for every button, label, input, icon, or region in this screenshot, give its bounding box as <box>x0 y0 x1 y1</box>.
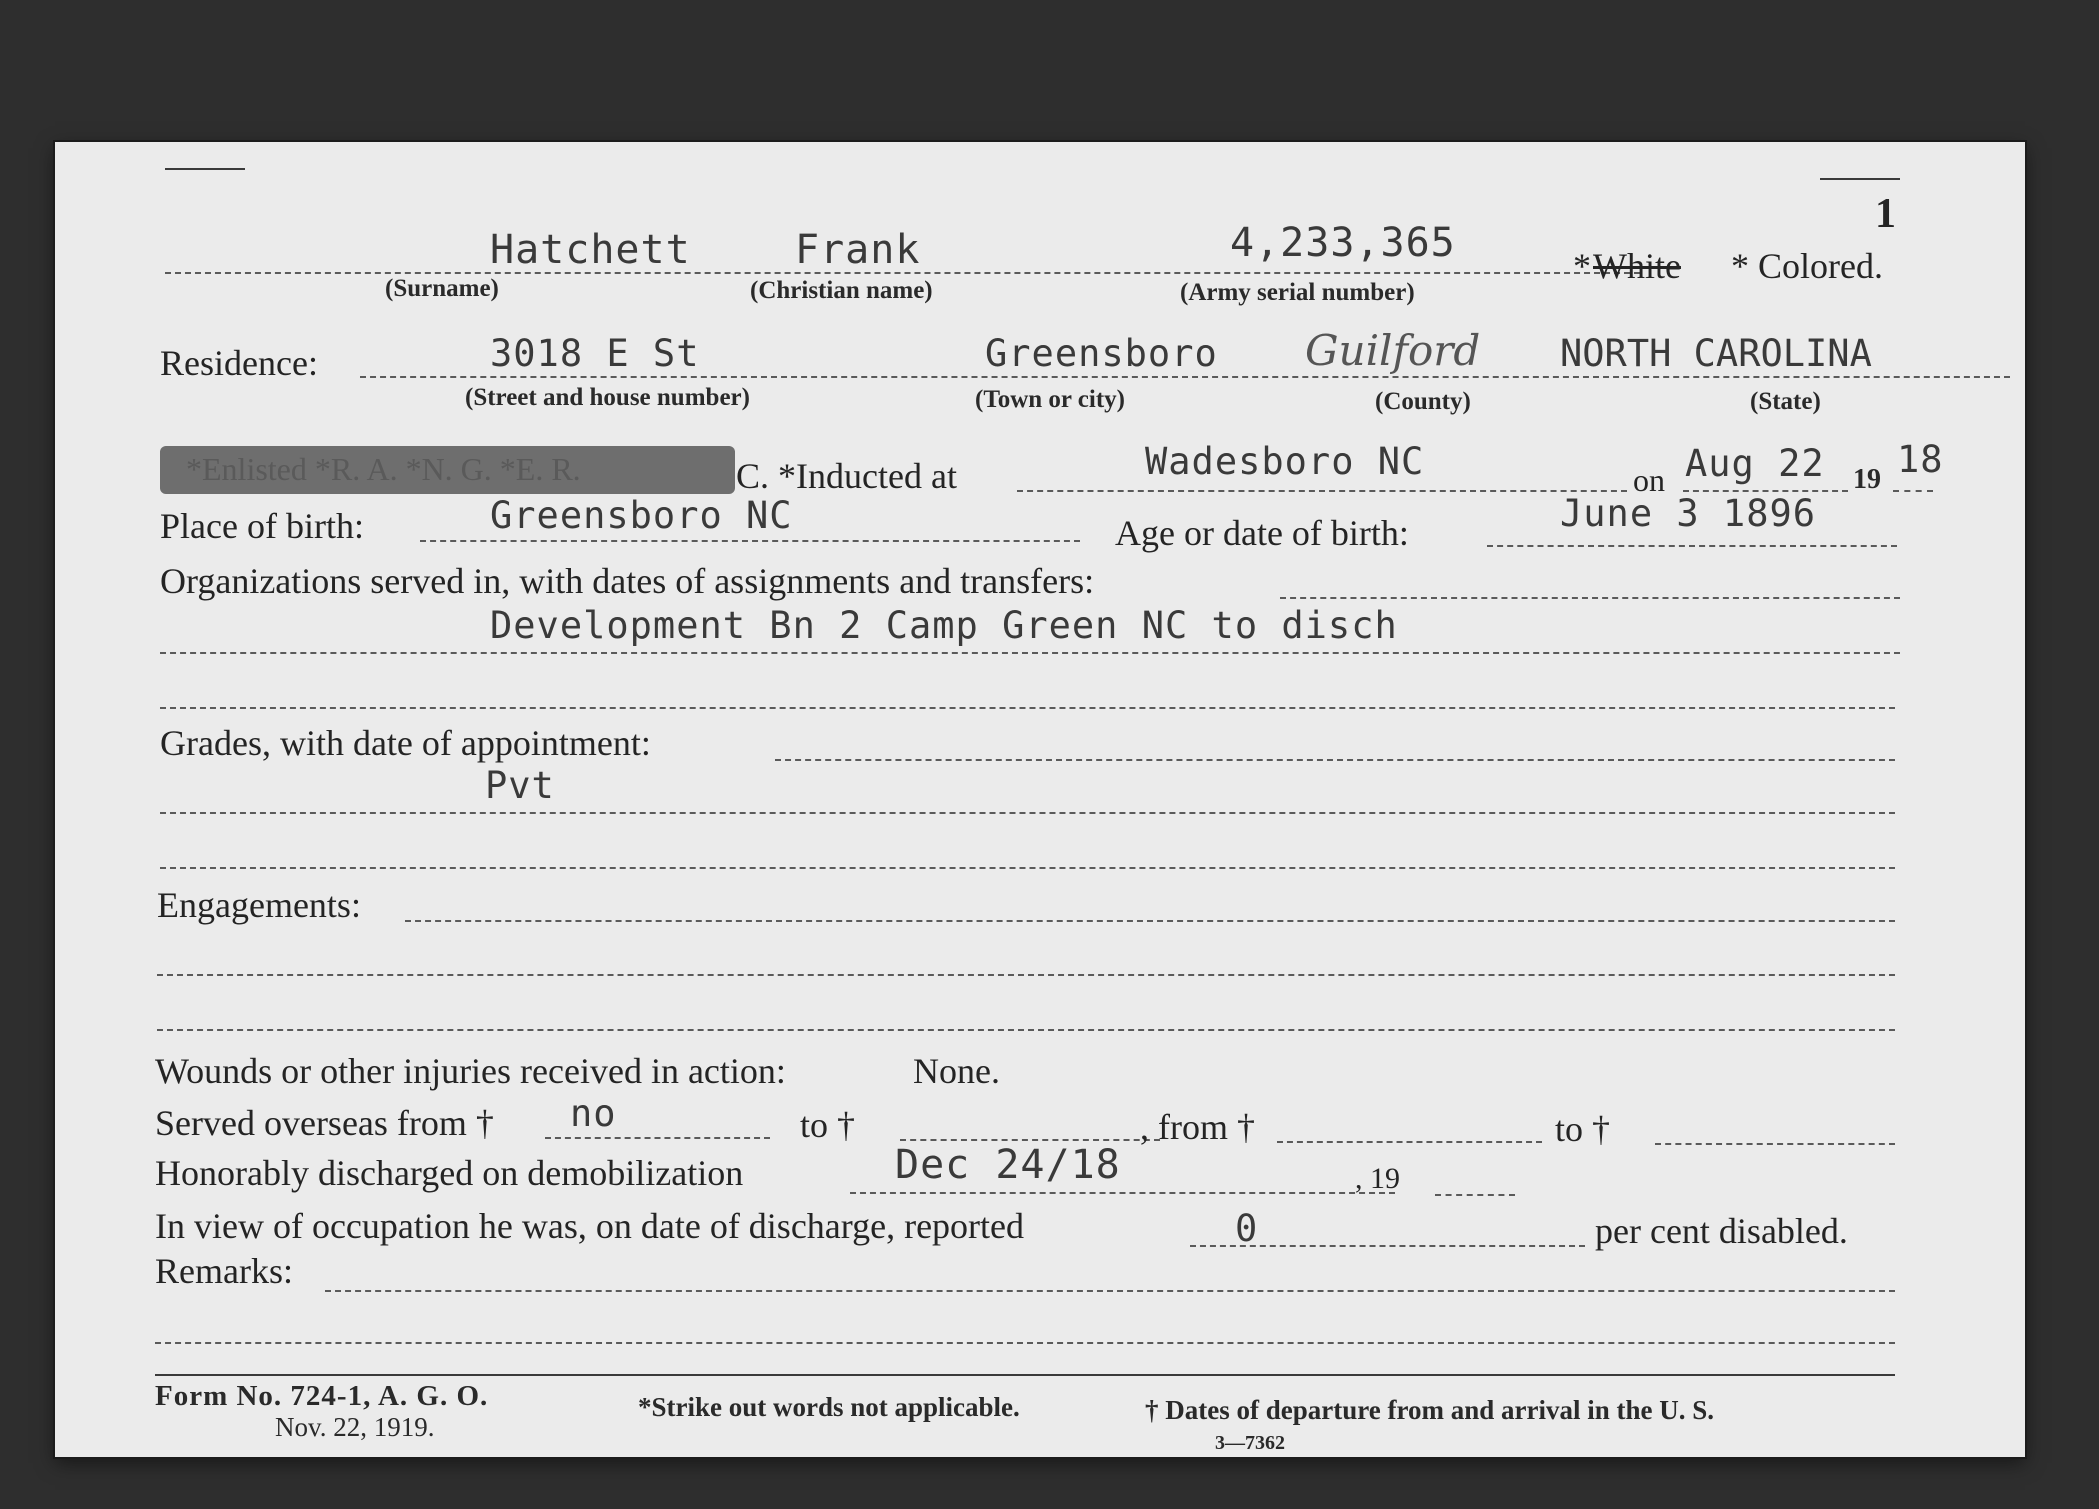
place-of-birth-line <box>420 540 1080 542</box>
form-date: Nov. 22, 1919. <box>275 1412 435 1442</box>
overseas-to-label: to † <box>800 1105 856 1145</box>
dates-note: † Dates of departure from and arrival in the U. S. <box>1145 1395 1714 1425</box>
discharge-year-prefix: , 19 <box>1355 1162 1400 1195</box>
redacted-enlistment-options: *Enlisted *R. A. *N. G. *E. R. <box>160 446 735 494</box>
engagements-label: Engagements: <box>157 885 361 925</box>
on-label: on <box>1633 462 1665 498</box>
overseas-second-from-line <box>1277 1141 1542 1143</box>
remarks-label: Remarks: <box>155 1251 293 1291</box>
card-number: 1 <box>1875 191 1896 237</box>
surname-value: Hatchett <box>490 227 691 273</box>
street-value: 3018 E St <box>490 332 700 375</box>
grades-value: Pvt <box>485 764 555 807</box>
place-of-birth-label: Place of birth: <box>160 506 364 546</box>
grades-line-1 <box>775 759 1895 761</box>
overseas-from-value: no <box>570 1092 617 1135</box>
discharged-label: Honorably discharged on demobilization <box>155 1153 744 1193</box>
percent-value: 0 <box>1235 1207 1259 1250</box>
state-caption: (State) <box>1750 388 1821 415</box>
street-caption: (Street and house number) <box>465 384 750 411</box>
top-left-rule <box>165 168 245 170</box>
surname-caption: (Surname) <box>385 275 499 302</box>
county-value: Guilford <box>1305 326 1481 375</box>
state-value: NORTH CAROLINA <box>1560 332 1872 375</box>
overseas-second-to-line <box>1655 1143 1895 1145</box>
discharge-date-value: Dec 24/18 <box>895 1142 1121 1188</box>
grades-line-3 <box>160 867 1895 869</box>
christian-name-caption: (Christian name) <box>750 277 933 304</box>
inducted-date-value: Aug 22 <box>1685 442 1825 485</box>
dob-line <box>1487 545 1897 547</box>
grades-line-2 <box>160 812 1895 814</box>
inducted-at-value: Wadesboro NC <box>1145 440 1425 483</box>
organizations-label: Organizations served in, with dates of assignments and transfers: <box>160 561 1095 601</box>
overseas-from-line <box>545 1137 770 1139</box>
grades-label: Grades, with date of appointment: <box>160 723 651 763</box>
organizations-value: Development Bn 2 Camp Green NC to disch <box>490 604 1398 647</box>
town-value: Greensboro <box>985 332 1218 375</box>
organizations-line-1 <box>1280 597 1900 599</box>
wounds-label: Wounds or other injuries received in action: <box>155 1051 786 1091</box>
inducted-line <box>1017 490 1627 492</box>
organizations-line-3 <box>160 707 1895 709</box>
county-caption: (County) <box>1375 388 1471 415</box>
overseas-from-label: Served overseas from † <box>155 1103 494 1143</box>
race-white-struck: White <box>1593 246 1681 286</box>
race-colored: * Colored. <box>1731 246 1883 286</box>
overseas-second-from-label: , from † <box>1140 1107 1255 1147</box>
overseas-to-line <box>900 1139 1160 1141</box>
dob-value: June 3 1896 <box>1560 492 1817 535</box>
occupation-label: In view of occupation he was, on date of discharge, reported <box>155 1206 1025 1246</box>
serial-caption: (Army serial number) <box>1180 279 1415 306</box>
town-caption: (Town or city) <box>975 386 1125 413</box>
service-card <box>55 142 2025 1457</box>
inducted-label: C. *Inducted at <box>736 456 957 496</box>
discharge-date-line <box>850 1192 1395 1194</box>
form-number: Form No. 724-1, A. G. O. <box>155 1380 489 1412</box>
engagements-line-3 <box>157 1029 1895 1031</box>
footer-rule <box>155 1374 1895 1376</box>
remarks-line-1 <box>325 1290 1895 1292</box>
print-code: 3—7362 <box>1215 1432 1285 1454</box>
wounds-value: None. <box>913 1051 1000 1091</box>
strike-out-note: *Strike out words not applicable. <box>638 1392 1020 1422</box>
inducted-year-value: 18 <box>1897 438 1944 481</box>
residence-line <box>360 376 2010 378</box>
christian-name-value: Frank <box>795 227 921 273</box>
place-of-birth-value: Greensboro NC <box>490 494 793 537</box>
race-star: * <box>1573 246 1591 286</box>
organizations-line-2 <box>160 652 1900 654</box>
age-dob-label: Age or date of birth: <box>1115 513 1409 553</box>
engagements-line-2 <box>157 974 1895 976</box>
engagements-line-1 <box>405 920 1895 922</box>
residence-label: Residence: <box>160 343 318 383</box>
discharge-year-line <box>1435 1194 1515 1196</box>
overseas-second-to-label: to † <box>1555 1109 1611 1149</box>
remarks-line-2 <box>155 1342 1895 1344</box>
inducted-year-line <box>1893 490 1933 492</box>
serial-number-value: 4,233,365 <box>1230 220 1456 266</box>
inducted-year-prefix: 19 <box>1853 464 1881 495</box>
top-right-rule <box>1820 178 1900 180</box>
per-cent-label: per cent disabled. <box>1595 1211 1848 1251</box>
